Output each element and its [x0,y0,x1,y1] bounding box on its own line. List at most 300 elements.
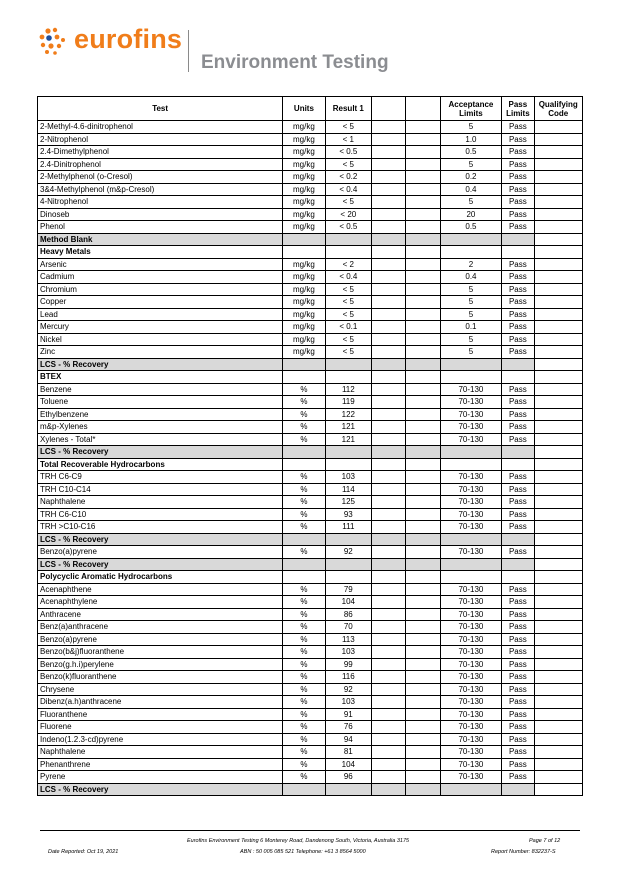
cell-test: Chrysene [38,683,283,696]
table-row [38,696,583,709]
cell-result: < 0.5 [325,221,371,234]
cell-blank [406,646,440,659]
cell-pass-limits: Pass [502,208,534,221]
cell-qualifying-code [534,658,583,671]
cell-blank [406,621,440,634]
cell-result: 99 [325,658,371,671]
cell-qualifying-code [534,121,583,134]
cell-empty [406,558,440,571]
cell-qualifying-code [534,758,583,771]
cell-acceptance-limits: 5 [440,283,502,296]
cell-qualifying-code [534,158,583,171]
cell-result: < 5 [325,346,371,359]
cell-blank [406,121,440,134]
cell-qualifying-code [534,183,583,196]
cell-blank [372,483,406,496]
cell-empty [372,558,406,571]
cell-acceptance-limits: 70-130 [440,583,502,596]
table-body [38,121,583,796]
cell-test: Benzo(g.h.i)perylene [38,658,283,671]
cell-blank [406,608,440,621]
cell-acceptance-limits: 70-130 [440,671,502,684]
cell-blank [406,296,440,309]
cell-qualifying-code [534,146,583,159]
cell-empty [440,458,502,471]
cell-result: < 1 [325,133,371,146]
cell-empty [534,246,583,259]
cell-result: < 0.2 [325,171,371,184]
cell-units: mg/kg [283,121,325,134]
cell-units: % [283,421,325,434]
cell-pass-limits: Pass [502,258,534,271]
cell-qualifying-code [534,258,583,271]
cell-blank [372,721,406,734]
cell-result: 79 [325,583,371,596]
cell-qualifying-code [534,521,583,534]
cell-qualifying-code [534,408,583,421]
cell-pass-limits: Pass [502,471,534,484]
cell-acceptance-limits: 0.5 [440,221,502,234]
table-row [38,196,583,209]
table-row [38,621,583,634]
cell-empty [372,358,406,371]
cell-empty [406,358,440,371]
cell-pass-limits: Pass [502,158,534,171]
section-header-row [38,783,583,796]
cell-blank [406,271,440,284]
cell-test: Chromium [38,283,283,296]
cell-units: mg/kg [283,196,325,209]
cell-empty [440,558,502,571]
cell-empty [283,558,325,571]
cell-acceptance-limits: 0.5 [440,146,502,159]
cell-pass-limits: Pass [502,596,534,609]
cell-qualifying-code [534,633,583,646]
table-row [38,721,583,734]
cell-result: 104 [325,758,371,771]
cell-qualifying-code [534,433,583,446]
cell-empty [325,233,371,246]
cell-empty [406,233,440,246]
cell-acceptance-limits: 5 [440,196,502,209]
cell-result: < 20 [325,208,371,221]
cell-test: Benz(a)anthracene [38,621,283,634]
footer-abn: ABN : 50 005 085 521 Telephone: +61 3 8564 5000 [240,849,366,855]
table-row [38,771,583,784]
cell-pass-limits: Pass [502,521,534,534]
cell-units: % [283,621,325,634]
table-row [38,158,583,171]
cell-test: 2.4-Dimethylphenol [38,146,283,159]
cell-empty [372,783,406,796]
cell-blank [372,283,406,296]
cell-units: % [283,583,325,596]
cell-acceptance-limits: 70-130 [440,496,502,509]
cell-acceptance-limits: 2 [440,258,502,271]
cell-qualifying-code [534,708,583,721]
cell-result: < 5 [325,308,371,321]
cell-blank [372,496,406,509]
cell-blank [406,258,440,271]
cell-blank [372,196,406,209]
cell-empty [325,371,371,384]
cell-empty [502,358,534,371]
cell-pass-limits: Pass [502,321,534,334]
cell-empty [325,358,371,371]
column-header-qualifying-code: Qualifying Code [534,97,583,121]
cell-empty [534,558,583,571]
cell-test: Xylenes - Total* [38,433,283,446]
cell-empty [283,371,325,384]
table-row [38,646,583,659]
cell-blank [372,708,406,721]
cell-qualifying-code [534,396,583,409]
cell-pass-limits: Pass [502,433,534,446]
cell-test: m&p-Xylenes [38,421,283,434]
cell-units: % [283,508,325,521]
cell-empty [502,233,534,246]
cell-test: Benzo(b&j)fluoranthene [38,646,283,659]
cell-blank [406,521,440,534]
cell-result: 94 [325,733,371,746]
cell-test: Anthracene [38,608,283,621]
cell-blank [406,771,440,784]
cell-qualifying-code [534,683,583,696]
cell-result: < 0.4 [325,183,371,196]
table-row [38,733,583,746]
table-row [38,346,583,359]
cell-test: Benzo(k)fluoranthene [38,671,283,684]
cell-empty [502,458,534,471]
cell-blank [406,546,440,559]
table-row [38,133,583,146]
column-header-result-1: Result 1 [325,97,371,121]
cell-qualifying-code [534,321,583,334]
cell-blank [406,733,440,746]
cell-acceptance-limits: 5 [440,296,502,309]
cell-acceptance-limits: 0.4 [440,183,502,196]
cell-test: Phenanthrene [38,758,283,771]
cell-empty [406,246,440,259]
cell-blank [372,671,406,684]
cell-result: < 5 [325,283,371,296]
cell-test: TRH C10-C14 [38,483,283,496]
section-title: LCS - % Recovery [38,446,283,459]
cell-qualifying-code [534,546,583,559]
table-row [38,433,583,446]
cell-units: mg/kg [283,146,325,159]
cell-acceptance-limits: 5 [440,158,502,171]
cell-test: 2-Methyl-4.6-dinitrophenol [38,121,283,134]
cell-acceptance-limits: 70-130 [440,771,502,784]
cell-pass-limits: Pass [502,671,534,684]
cell-acceptance-limits: 70-130 [440,708,502,721]
cell-blank [406,221,440,234]
cell-blank [372,696,406,709]
cell-blank [372,296,406,309]
cell-units: % [283,683,325,696]
cell-empty [372,246,406,259]
cell-units: % [283,708,325,721]
cell-units: % [283,746,325,759]
cell-empty [283,233,325,246]
table-row [38,333,583,346]
cell-blank [406,633,440,646]
cell-result: 70 [325,621,371,634]
cell-qualifying-code [534,496,583,509]
cell-units: mg/kg [283,221,325,234]
cell-qualifying-code [534,721,583,734]
cell-pass-limits: Pass [502,196,534,209]
cell-blank [372,433,406,446]
cell-empty [502,558,534,571]
cell-blank [372,346,406,359]
cell-blank [372,408,406,421]
cell-blank [372,758,406,771]
cell-qualifying-code [534,196,583,209]
cell-qualifying-code [534,583,583,596]
cell-result: < 5 [325,158,371,171]
cell-acceptance-limits: 70-130 [440,596,502,609]
cell-test: Benzo(a)pyrene [38,633,283,646]
cell-test: 4-Nitrophenol [38,196,283,209]
cell-units: mg/kg [283,258,325,271]
cell-blank [406,708,440,721]
cell-qualifying-code [534,483,583,496]
cell-result: 125 [325,496,371,509]
cell-acceptance-limits: 70-130 [440,758,502,771]
cell-qualifying-code [534,208,583,221]
cell-result: < 2 [325,258,371,271]
cell-units: % [283,646,325,659]
cell-pass-limits: Pass [502,283,534,296]
cell-blank [406,308,440,321]
cell-blank [372,158,406,171]
cell-blank [372,271,406,284]
cell-acceptance-limits: 1.0 [440,133,502,146]
cell-qualifying-code [534,283,583,296]
table-row [38,383,583,396]
cell-pass-limits: Pass [502,608,534,621]
cell-acceptance-limits: 5 [440,308,502,321]
table-row [38,633,583,646]
cell-empty [283,783,325,796]
cell-blank [372,508,406,521]
cell-test: Naphthalene [38,496,283,509]
cell-pass-limits: Pass [502,183,534,196]
cell-blank [406,721,440,734]
cell-result: 116 [325,671,371,684]
cell-empty [440,533,502,546]
cell-pass-limits: Pass [502,646,534,659]
table-row [38,308,583,321]
cell-empty [534,533,583,546]
cell-test: TRH C6-C9 [38,471,283,484]
cell-blank [372,633,406,646]
cell-empty [534,358,583,371]
section-header-row [38,533,583,546]
cell-result: < 5 [325,333,371,346]
cell-units: mg/kg [283,308,325,321]
cell-blank [406,396,440,409]
cell-pass-limits: Pass [502,383,534,396]
cell-empty [440,446,502,459]
cell-empty [534,783,583,796]
cell-acceptance-limits: 70-130 [440,396,502,409]
cell-result: 81 [325,746,371,759]
cell-test: 2-Methylphenol (o-Cresol) [38,171,283,184]
cell-pass-limits: Pass [502,546,534,559]
section-title: LCS - % Recovery [38,358,283,371]
cell-acceptance-limits: 70-130 [440,683,502,696]
section-title: LCS - % Recovery [38,783,283,796]
cell-units: mg/kg [283,296,325,309]
cell-qualifying-code [534,646,583,659]
cell-blank [372,383,406,396]
cell-qualifying-code [534,771,583,784]
cell-pass-limits: Pass [502,771,534,784]
cell-qualifying-code [534,333,583,346]
cell-units: mg/kg [283,208,325,221]
cell-pass-limits: Pass [502,583,534,596]
table-row [38,271,583,284]
cell-units: % [283,733,325,746]
table-row [38,221,583,234]
cell-result: 92 [325,683,371,696]
group-header-row [38,246,583,259]
cell-blank [406,683,440,696]
cell-empty [534,371,583,384]
brand-name: eurofins [74,24,183,54]
cell-empty [502,783,534,796]
cell-blank [372,746,406,759]
cell-pass-limits: Pass [502,658,534,671]
table-row [38,171,583,184]
table-row [38,496,583,509]
cell-test: Nickel [38,333,283,346]
cell-result: 96 [325,771,371,784]
cell-test: Cadmium [38,271,283,284]
cell-result: 122 [325,408,371,421]
cell-units: % [283,396,325,409]
table-row [38,521,583,534]
cell-test: TRH C6-C10 [38,508,283,521]
cell-pass-limits: Pass [502,221,534,234]
cell-result: 103 [325,696,371,709]
cell-result: 121 [325,433,371,446]
cell-test: Dibenz(a.h)anthracene [38,696,283,709]
cell-units: mg/kg [283,183,325,196]
cell-blank [406,508,440,521]
cell-result: < 0.1 [325,321,371,334]
cell-acceptance-limits: 70-130 [440,471,502,484]
cell-acceptance-limits: 70-130 [440,721,502,734]
cell-blank [406,146,440,159]
cell-blank [406,408,440,421]
footer-divider [40,830,580,831]
cell-blank [372,183,406,196]
table-row [38,421,583,434]
cell-pass-limits: Pass [502,171,534,184]
cell-units: % [283,471,325,484]
cell-empty [440,783,502,796]
cell-blank [406,596,440,609]
cell-blank [406,496,440,509]
cell-pass-limits: Pass [502,746,534,759]
section-title: LCS - % Recovery [38,533,283,546]
cell-blank [372,471,406,484]
table-row [38,408,583,421]
cell-blank [406,171,440,184]
column-header-units: Units [283,97,325,121]
cell-empty [283,571,325,584]
table-row [38,671,583,684]
cell-test: Toluene [38,396,283,409]
table-row [38,296,583,309]
cell-blank [406,183,440,196]
cell-empty [440,246,502,259]
table-row [38,746,583,759]
cell-pass-limits: Pass [502,708,534,721]
cell-units: mg/kg [283,171,325,184]
cell-result: < 5 [325,121,371,134]
cell-qualifying-code [534,271,583,284]
cell-units: % [283,496,325,509]
cell-acceptance-limits: 5 [440,333,502,346]
cell-blank [372,208,406,221]
cell-qualifying-code [534,508,583,521]
cell-test: Copper [38,296,283,309]
table-row [38,283,583,296]
cell-blank [372,583,406,596]
cell-test: 3&4-Methylphenol (m&p-Cresol) [38,183,283,196]
cell-pass-limits: Pass [502,271,534,284]
cell-qualifying-code [534,346,583,359]
cell-qualifying-code [534,383,583,396]
cell-test: Acenaphthylene [38,596,283,609]
cell-test: Benzo(a)pyrene [38,546,283,559]
cell-blank [372,621,406,634]
cell-blank [372,121,406,134]
cell-acceptance-limits: 70-130 [440,658,502,671]
cell-blank [372,146,406,159]
cell-blank [372,658,406,671]
cell-units: % [283,758,325,771]
cell-pass-limits: Pass [502,121,534,134]
cell-test: Zinc [38,346,283,359]
group-title: Total Recoverable Hydrocarbons [38,458,283,471]
section-header-row [38,358,583,371]
cell-pass-limits: Pass [502,508,534,521]
cell-result: < 0.4 [325,271,371,284]
cell-blank [406,133,440,146]
cell-pass-limits: Pass [502,633,534,646]
cell-qualifying-code [534,133,583,146]
cell-units: % [283,633,325,646]
cell-blank [406,746,440,759]
cell-empty [372,533,406,546]
cell-result: 113 [325,633,371,646]
cell-empty [325,446,371,459]
cell-blank [406,383,440,396]
eurofins-logo-icon [38,26,68,56]
cell-pass-limits: Pass [502,496,534,509]
cell-empty [325,571,371,584]
table-row [38,658,583,671]
cell-blank [406,421,440,434]
table-row [38,321,583,334]
cell-units: mg/kg [283,283,325,296]
